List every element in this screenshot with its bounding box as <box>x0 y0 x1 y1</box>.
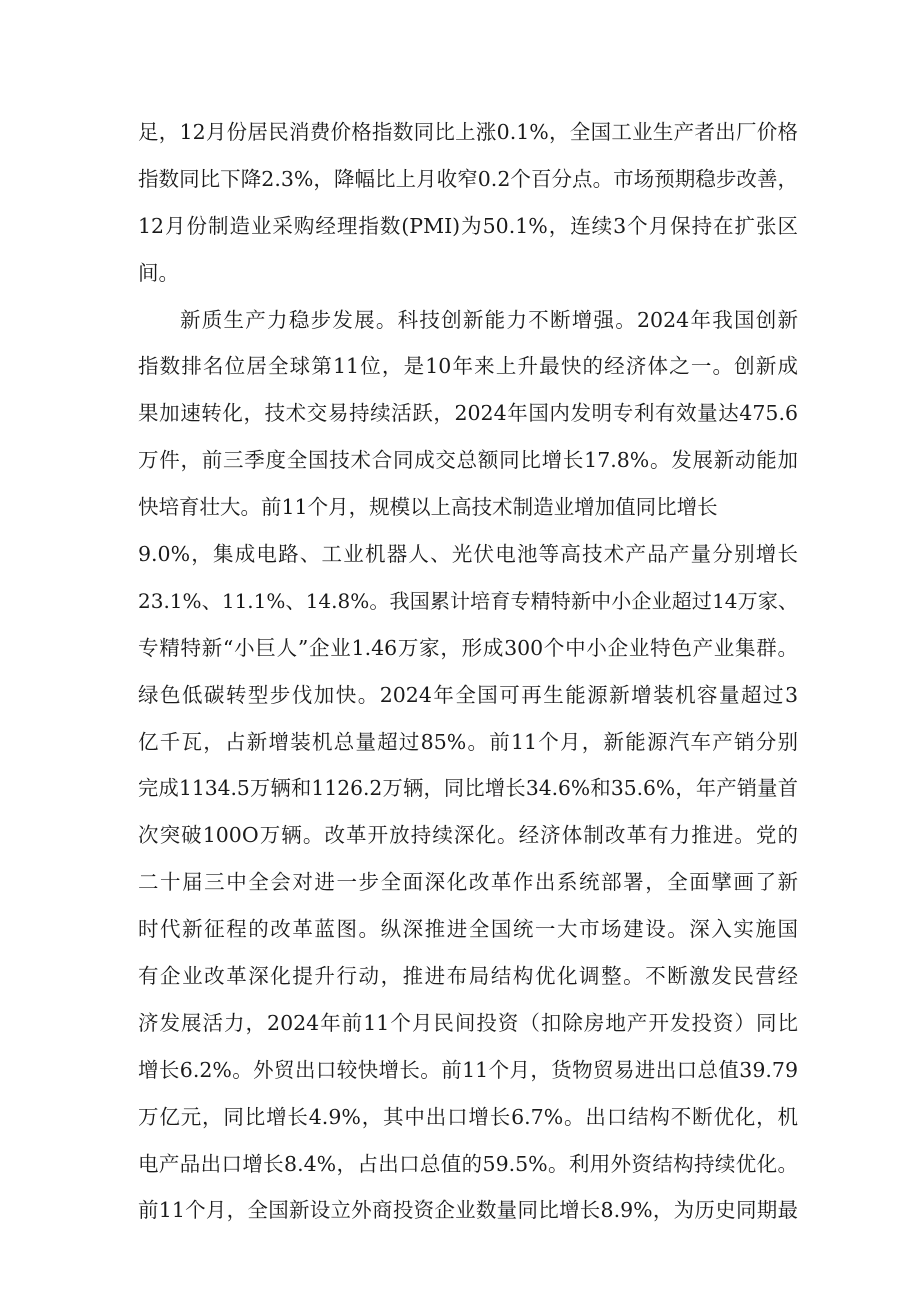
text-line: 足，12月份居民消费价格指数同比上涨0.1%，全国工业生产者出厂价格 <box>138 120 798 144</box>
text-line: 时代新征程的改革蓝图。纵深推进全国统一大市场建设。深入实施国 <box>138 917 798 942</box>
text-line: 绿色低碳转型步伐加快。2024年全国可再生能源新增装机容量超过3 <box>138 682 798 707</box>
text-line: 间。 <box>138 260 179 285</box>
text-line: 12月份制造业采购经理指数(PMI)为50.1%，连续3个月保持在扩张区 <box>138 213 798 238</box>
text-line: 万件，前三季度全国技术合同成交总额同比增长17.8%。发展新动能加 <box>138 448 798 473</box>
text-line: 23.1%、11.1%、14.8%。我国累计培育专精特新中小企业超过14万家、 <box>138 588 798 613</box>
text-line: 9.0%，集成电路、工业机器人、光伏电池等高技术产品产量分别增长 <box>138 542 798 567</box>
text-line: 指数同比下降2.3%，降幅比上月收窄0.2个百分点。市场预期稳步改善， <box>138 166 798 191</box>
text-line: 亿千瓦，占新增装机总量超过85%。前11个月，新能源汽车产销分别 <box>138 729 798 754</box>
text-line: 果加速转化，技术交易持续活跃，2024年国内发明专利有效量达475.6 <box>138 401 798 426</box>
text-line: 指数排名位居全球第11位，是10年来上升最快的经济体之一。创新成 <box>138 354 798 379</box>
text-line: 济发展活力，2024年前11个月民间投资（扣除房地产开发投资）同比 <box>138 1010 798 1035</box>
text-line: 快培育壮大。前11个月，规模以上高技术制造业增加值同比增长 <box>138 495 718 520</box>
text-line: 次突破100O万辆。改革开放持续深化。经济体制改革有力推进。党的 <box>138 823 798 848</box>
text-line: 专精特新“小巨人”企业1.46万家，形成300个中小企业特色产业集群。 <box>138 635 798 660</box>
text-line: 电产品出口增长8.4%，占出口总值的59.5%。利用外资结构持续优化。 <box>138 1151 798 1176</box>
body-text <box>138 109 798 1234</box>
text-line: 完成1134.5万辆和1126.2万辆，同比增长34.6%和35.6%，年产销量首 <box>138 776 798 801</box>
text-line: 万亿元，同比增长4.9%，其中出口增长6.7%。出口结构不断优化，机 <box>138 1104 798 1129</box>
text-line: 增长6.2%。外贸出口较快增长。前11个月，货物贸易进出口总值39.79 <box>138 1057 798 1082</box>
text-line: 前11个月，全国新设立外商投资企业数量同比增长8.9%，为历史同期最 <box>138 1198 798 1223</box>
text-line: 有企业改革深化提升行动，推进布局结构优化调整。不断激发民营经 <box>138 964 798 989</box>
paragraph-first-line: 新质生产力稳步发展。科技创新能力不断增强。2024年我国创新 <box>180 307 798 332</box>
text-line: 二十届三中全会对进一步全面深化改革作出系统部署，全面擘画了新 <box>138 870 798 895</box>
